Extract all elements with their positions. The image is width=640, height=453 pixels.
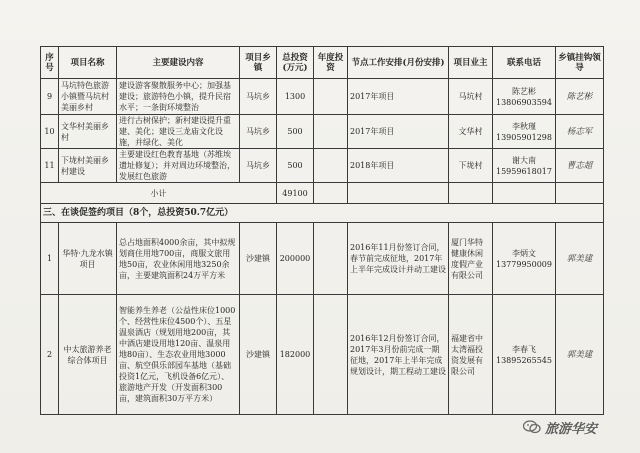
row-annual	[314, 223, 348, 295]
contact-phone: 13895265545	[496, 355, 552, 365]
row-contact	[493, 295, 556, 415]
header-no: 序号	[41, 47, 59, 79]
row-owner: 文华村	[449, 115, 493, 149]
row-town: 马坑乡	[240, 149, 277, 183]
row-leader	[556, 79, 604, 115]
row-owner: 马坑村	[449, 79, 493, 115]
row-content: 主要建设红色教育基地（苏维埃遗址修复）；并对周边环境整治，发展红色旅游	[117, 149, 240, 183]
section-header-row	[41, 204, 604, 223]
row-no: 11	[41, 149, 59, 183]
row-schedule: 2018年项目	[348, 149, 449, 183]
leader-signature: 曹志超	[566, 160, 593, 171]
header-content: 主要建设内容	[117, 47, 240, 79]
contact-phone: 13806903594	[496, 97, 552, 107]
row-leader	[556, 149, 604, 183]
row-project-name: 华特·九龙水镇项目	[59, 223, 117, 295]
row-no: 9	[41, 79, 59, 115]
row-town: 马坑乡	[240, 79, 277, 115]
row-no: 2	[41, 295, 59, 415]
header-owner: 项目业主	[449, 47, 493, 79]
row-annual	[314, 295, 348, 415]
table-row	[41, 115, 604, 149]
header-contact: 联系电话	[493, 47, 556, 79]
row-invest: 182000	[277, 295, 314, 415]
row-annual	[314, 79, 348, 115]
subtotal-empty	[493, 183, 556, 204]
subtotal-empty	[449, 183, 493, 204]
row-owner: 厦门华特健康休闲度假产业有限公司	[449, 223, 493, 295]
row-annual	[314, 149, 348, 183]
header-leader: 乡镇挂钩领导	[556, 47, 604, 79]
subtotal-empty	[348, 183, 449, 204]
row-content: 建设游客聚散服务中心；加强基建设；旅游特色小镇，提升民宿水平；一条街环境整治	[117, 79, 240, 115]
row-annual	[314, 115, 348, 149]
row-project-name: 中太旅游养老综合体项目	[59, 295, 117, 415]
subtotal-empty	[556, 183, 604, 204]
row-leader	[556, 115, 604, 149]
row-owner: 福建省中太湾福投资发展有限公司	[449, 295, 493, 415]
row-contact	[493, 223, 556, 295]
contact-name: 李炳文	[512, 248, 536, 258]
row-contact	[493, 115, 556, 149]
row-no: 10	[41, 115, 59, 149]
leader-signature: 陈艺彬	[566, 91, 593, 102]
leader-signature: 郭美建	[566, 349, 593, 360]
contact-name: 李春飞	[512, 344, 536, 354]
row-project-name: 下垅村美丽乡村建设	[59, 149, 117, 183]
table-row	[41, 295, 604, 415]
header-invest: 总投资(万元)	[277, 47, 314, 79]
contact-name: 陈艺彬	[512, 86, 536, 96]
row-content: 总占地面积4000余亩，其中拟规划商住用地700亩，商服文旅用地50亩，农业休闲用地3250余亩，主要建筑面积24万平方米	[117, 223, 240, 295]
row-project-name: 文华村美丽乡村	[59, 115, 117, 149]
row-town: 沙建镇	[240, 223, 277, 295]
row-town: 马坑乡	[240, 115, 277, 149]
header-project-name: 项目名称	[59, 47, 117, 79]
row-invest: 200000	[277, 223, 314, 295]
contact-phone: 15959618017	[496, 166, 552, 176]
table-row	[41, 79, 604, 115]
header-annual: 年度投资	[314, 47, 348, 79]
project-table	[40, 46, 604, 415]
row-town: 沙建镇	[240, 295, 277, 415]
subtotal-label: 小计	[41, 183, 277, 204]
row-schedule: 2017年项目	[348, 79, 449, 115]
watermark-text: 旅游华安	[545, 421, 598, 437]
table-row	[41, 223, 604, 295]
row-contact	[493, 149, 556, 183]
subtotal-empty	[314, 183, 348, 204]
table-header-row	[41, 47, 604, 79]
subtotal-value: 49100	[277, 183, 314, 204]
header-schedule: 节点工作安排(月份安排)	[348, 47, 449, 79]
row-schedule: 2016年12月份签订合同，2017年3月份前完成一期征地，2017年上半年完成规划设计，期工程动工建设	[348, 295, 449, 415]
table-row	[41, 149, 604, 183]
row-owner: 下垅村	[449, 149, 493, 183]
row-content: 进行古树保护；新村建设提升重建、美化；建设三龙庙文化设施，并绿化、美化	[117, 115, 240, 149]
account-watermark	[523, 416, 633, 438]
section-title: 三、在谈促签约项目（8个，总投资50.7亿元）	[41, 204, 604, 223]
row-invest: 500	[277, 149, 314, 183]
contact-phone: 13779950009	[496, 259, 552, 269]
header-town: 项目乡镇	[240, 47, 277, 79]
contact-phone: 13905901298	[496, 132, 552, 142]
row-schedule: 2017年项目	[348, 115, 449, 149]
leader-signature: 杨志军	[566, 126, 593, 137]
row-invest: 1300	[277, 79, 314, 115]
leader-signature: 郭美建	[566, 253, 593, 264]
row-leader	[556, 295, 604, 415]
row-contact	[493, 79, 556, 115]
subtotal-row	[41, 183, 604, 204]
row-invest: 500	[277, 115, 314, 149]
row-schedule: 2016年11月份签订合同，春节前完成征地，2017年上半年完成设计并动工建设	[348, 223, 449, 295]
row-project-name: 马坑特色旅游小镇暨马坑村美丽乡村	[59, 79, 117, 115]
wechat-bubble-icon	[523, 420, 541, 434]
row-content: 智能养生养老（公益性床位1000个、经营性床位4500个）、五星温泉酒店（规划用地200亩，其中酒店建设用地120亩、温泉用地80亩）、生态农业用地3000亩、航空俱乐部园车基地（基础投资1亿元，飞机设备6亿元）、旅游地产开发（开发面积300亩，建筑面积30万平方米）	[117, 295, 240, 415]
contact-name: 谢大南	[512, 155, 536, 165]
row-leader	[556, 223, 604, 295]
row-no: 1	[41, 223, 59, 295]
contact-name: 李秋瑾	[512, 121, 536, 131]
